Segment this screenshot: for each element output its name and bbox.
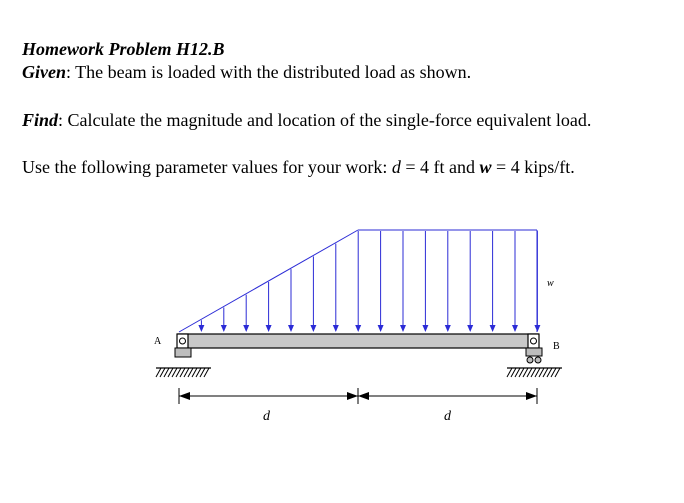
load-arrow-head (333, 325, 339, 332)
load-arrow-head (221, 325, 227, 332)
dimension-lines (179, 388, 537, 404)
label-w: w (547, 278, 554, 289)
given-text: : The beam is loaded with the distributed load as shown. (66, 62, 472, 82)
d-value: = 4 ft and (400, 157, 480, 177)
beam (178, 334, 538, 348)
d-symbol: d (391, 157, 401, 177)
load-arrow-head (378, 325, 384, 332)
title-text: Homework Problem H12.B (22, 39, 225, 59)
load-arrow-head (266, 325, 272, 332)
dim-left-label: d (263, 409, 270, 424)
load-arrows (198, 231, 540, 332)
label-b: B (553, 341, 560, 352)
w-symbol: w (479, 157, 492, 177)
load-arrow-head (288, 325, 294, 332)
load-arrow-head (400, 325, 406, 332)
load-arrow-head (445, 325, 451, 332)
given-label: Given (22, 62, 66, 82)
load-arrow-head (512, 325, 518, 332)
load-arrow-head (310, 325, 316, 332)
find-label: Find (22, 110, 59, 130)
load-arrow-head (198, 325, 204, 332)
load-arrow-head (243, 325, 249, 332)
find-text: : Calculate the magnitude and location of the single-force equivalent load. (58, 110, 592, 130)
use-text: Use the following parameter values for your work: (22, 157, 392, 177)
label-a: A (154, 336, 162, 347)
dim-right-label: d (444, 409, 451, 424)
w-value: = 4 kips/ft. (491, 157, 575, 177)
load-arrow-head (355, 325, 361, 332)
load-arrow-head (467, 325, 473, 332)
load-arrow-head (422, 325, 428, 332)
load-arrow-head (534, 325, 540, 332)
load-arrow-head (490, 325, 496, 332)
